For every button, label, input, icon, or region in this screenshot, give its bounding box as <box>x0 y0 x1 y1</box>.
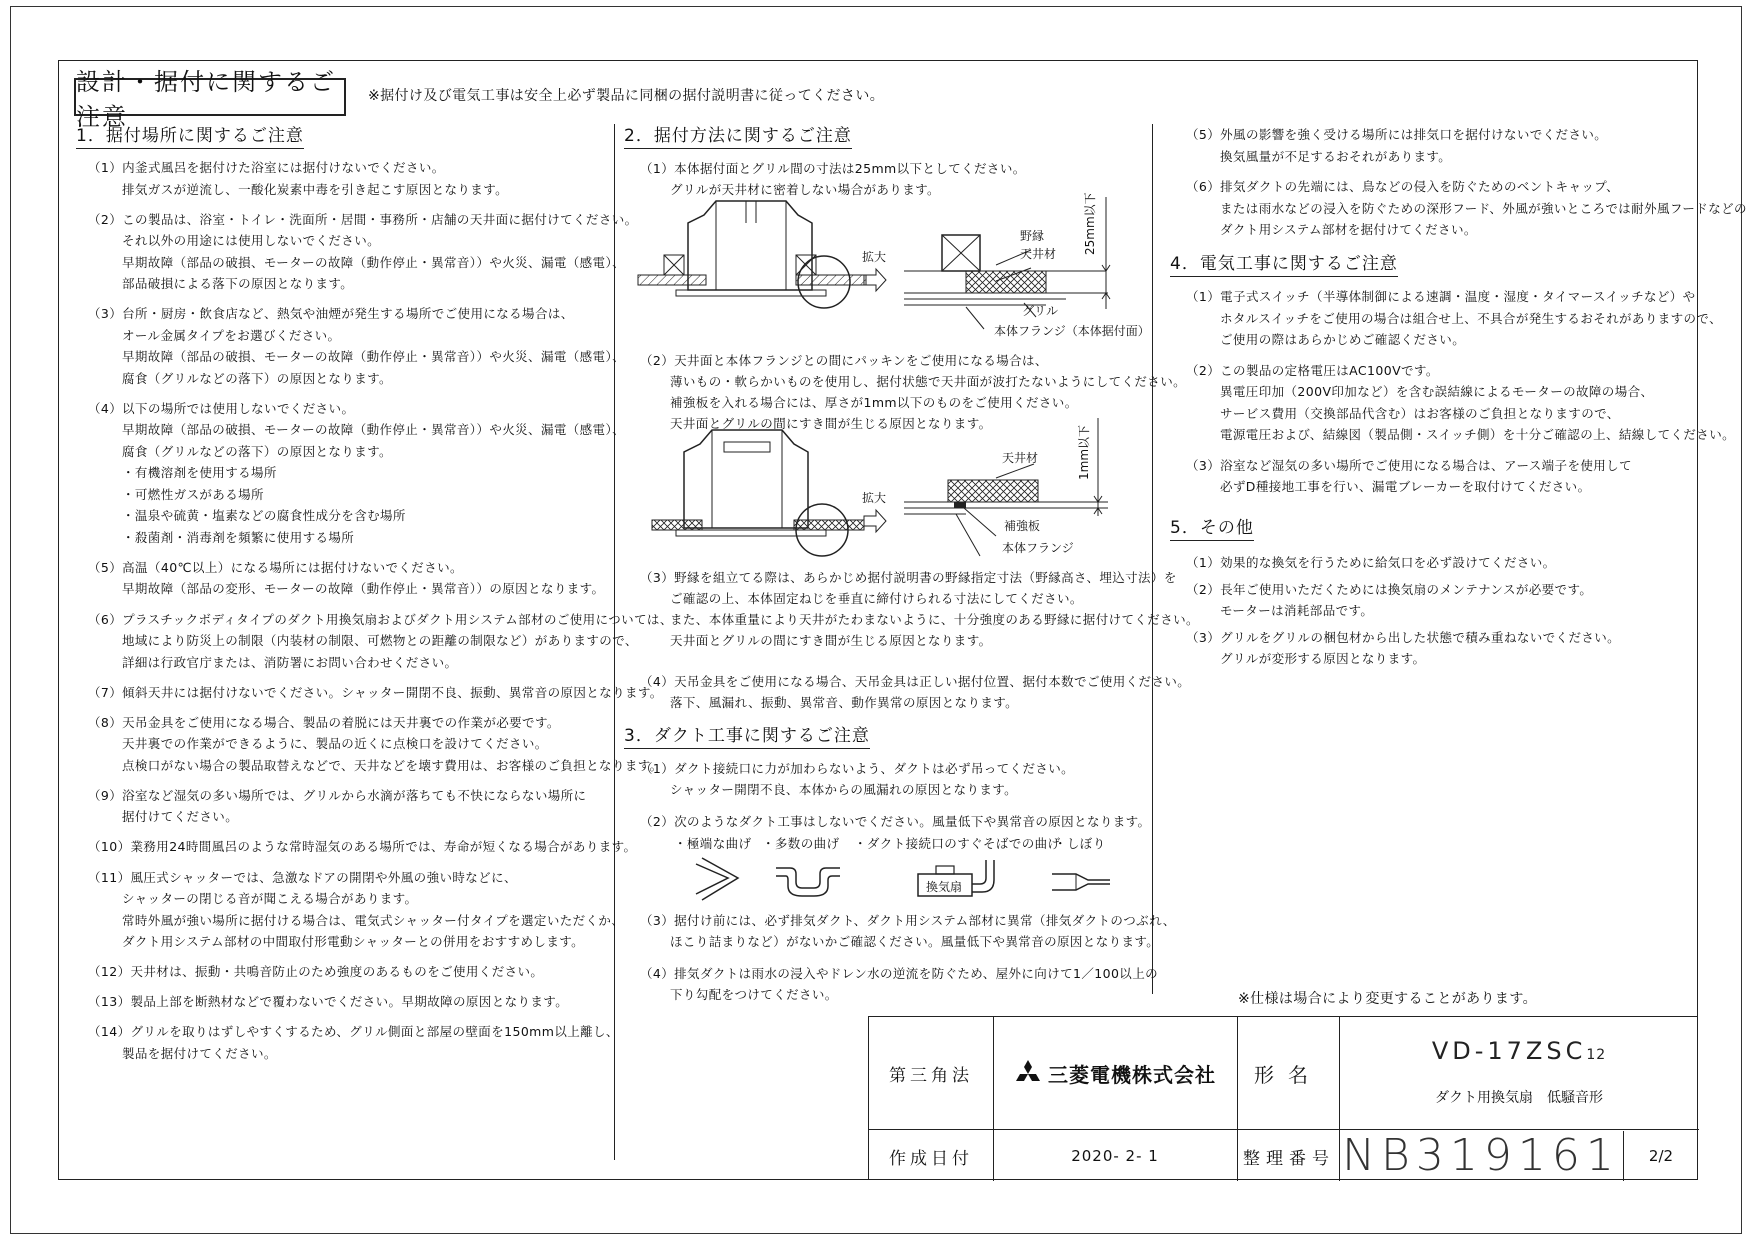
section-heading-4: 4．電気工事に関するご注意 <box>1170 256 1398 277</box>
note-item: （3）浴室など湿気の多い場所でご使用になる場合は、アース端子を使用して <box>1186 457 1632 473</box>
constriction-icon <box>1052 874 1110 890</box>
note-item-continuation: ダクト用システム部材を据付けてください。 <box>1220 222 1477 237</box>
note-item-continuation: 電源電圧および、結線図（製品側・スイッチ側）を十分ご確認の上、結線してください。 <box>1220 427 1736 442</box>
fan-body-illustration-2 <box>652 430 864 556</box>
section-heading-1: 1．据付場所に関するご注意 <box>76 128 304 149</box>
note-item-continuation: 早期故障（部品の破損、モーターの故障（動作停止・異常音））や火災、漏電（感電）、 <box>122 254 626 270</box>
page-number: 2/2 <box>1648 1147 1674 1165</box>
enlarge-arrow-2 <box>862 490 886 532</box>
note-item-continuation: オール金属タイプをお選びください。 <box>122 327 341 343</box>
label-reinforcement-plate: 補強板 <box>1004 519 1041 533</box>
label-flange: 本体フランジ（本体据付面） <box>994 324 1150 338</box>
note-item-continuation: グリルが変形する原因となります。 <box>1220 651 1426 666</box>
product-name: ダクト用換気扇 低騒音形 <box>1435 1090 1603 1106</box>
note-item: （6）プラスチックボディタイプのダクト用換気扇およびダクト用システム部材のご使用については、 <box>88 611 673 627</box>
note-item: （1）効果的な換気を行うために給気口を必ず設けてください。 <box>1186 555 1556 570</box>
note-3-1-line-1: （1）ダクト接続口に力が加わらないよう、ダクトは必ず吊ってください。 <box>640 761 1075 776</box>
note-2-2-line-4: 天井面とグリルの間にすき間が生じる原因となります。 <box>670 416 992 431</box>
note-item-continuation: ・有機溶剤を使用する場所 <box>122 465 277 481</box>
multiple-bends-icon <box>776 868 840 896</box>
fan-body-illustration <box>638 201 866 308</box>
note-item: （4）以下の場所では使用しないでください。 <box>88 400 355 416</box>
note-item: （13）製品上部を断熱材などで覆わないでください。早期故障の原因となります。 <box>88 994 569 1010</box>
column-divider-2 <box>1152 124 1153 994</box>
model-label: 形名 <box>1254 1062 1322 1087</box>
label-ceiling-material-2: 天井材 <box>1002 451 1039 465</box>
note-2-2-line-1: （2）天井面と本体フランジとの間にパッキンをご使用になる場合は、 <box>640 353 1048 368</box>
note-item-continuation: シャッターの閉じる音が聞こえる場合があります。 <box>122 891 418 906</box>
note-item: （5）高温（40℃以上）になる場所には据付けないでください。 <box>88 559 463 575</box>
note-item-continuation: サービス費用（交換部品代含む）はお客様のご負担となりますので、 <box>1220 405 1620 421</box>
packing-figure <box>636 418 1146 568</box>
note-2-4-line-2: 落下、風漏れ、振動、異常音、動作異常の原因となります。 <box>670 695 1019 710</box>
bad-duct-extreme-bend: ・極端な曲げ <box>674 836 752 851</box>
note-item-continuation: 天井裏での作業ができるように、製品の近くに点検口を設けてください。 <box>122 736 548 752</box>
dim-1mm: 1mm以下 <box>1077 424 1091 480</box>
note-item-continuation: それ以外の用途には使用しないでください。 <box>122 233 381 249</box>
model-suffix: 12 <box>1586 1047 1607 1063</box>
note-item-continuation: 早期故障（部品の変形、モーターの故障（動作停止・異常音））の原因となります。 <box>122 581 605 597</box>
note-item-continuation: 製品を据付けてください。 <box>122 1045 277 1061</box>
note-item: （6）排気ダクトの先端には、鳥などの侵入を防ぐためのベントキャップ、 <box>1186 179 1620 194</box>
note-item: （11）風圧式シャッターでは、急激なドアの開閉や外風の強い時などに、 <box>88 869 517 885</box>
projection-method: 第三角法 <box>889 1065 973 1086</box>
note-3-3-line-1: （3）据付け前には、必ず排気ダクト、ダクト用システム部材に異常（排気ダクトのつぶれ、 <box>640 913 1176 928</box>
note-item-continuation: 異電圧印加（200V印加など）を含む誤結線によるモーターの故障の場合、 <box>1220 384 1654 399</box>
enlarge-label-2: 拡大 <box>862 491 887 505</box>
label-flange-2: 本体フランジ <box>1002 541 1074 555</box>
note-item-continuation: 換気風量が不足するおそれがあります。 <box>1220 148 1452 164</box>
note-item-continuation: 据付けてください。 <box>122 809 239 825</box>
installation-note: ※据付け及び電気工事は安全上必ず製品に同梱の据付説明書に従ってください。 <box>368 88 885 104</box>
doc-number-label: 整理番号 <box>1243 1148 1335 1169</box>
note-item-continuation: モーターは消耗部品です。 <box>1220 603 1374 618</box>
note-item: （2）この製品は、浴室・トイレ・洗面所・居間・事務所・店舗の天井面に据付けてください。 <box>88 211 638 227</box>
note-2-3-line-2: ご確認の上、本体固定ねじを垂直に締付けられる寸法にしてください。 <box>670 591 1083 606</box>
note-item: （5）外風の影響を強く受ける場所には排気口を据付けないでください。 <box>1186 127 1608 142</box>
note-2-3-line-4: 天井面とグリルの間にすき間が生じる原因となります。 <box>670 633 992 648</box>
note-3-4-line-2: 下り勾配をつけてください。 <box>670 987 838 1002</box>
bad-duct-near-outlet: ・ダクト接続口のすぐそばでの曲げ <box>854 836 1061 851</box>
label-nobuchi: 野縁 <box>1020 229 1045 243</box>
note-2-1-line-1: （1）本体据付面とグリル間の寸法は25mm以下としてください。 <box>640 161 1026 176</box>
note-item: （9）浴室など湿気の多い場所では、グリルから水滴が落ちても不快にならない場所に <box>88 787 587 803</box>
note-item-continuation: 排気ガスが逆流し、一酸化炭素中毒を引き起こす原因となります。 <box>122 181 509 197</box>
note-2-1-line-2: グリルが天井材に密着しない場合があります。 <box>670 182 940 197</box>
doc-number: NB319161 <box>1342 1129 1620 1181</box>
note-item: （3）グリルをグリルの梱包材から出した状態で積み重ねないでください。 <box>1186 629 1621 645</box>
note-item-continuation: 腐食（グリルなどの落下）の原因となります。 <box>122 370 392 386</box>
note-item-continuation: 腐食（グリルなどの落下）の原因となります。 <box>122 443 392 459</box>
note-item: （7）傾斜天井には据付けないでください。シャッター開閉不良、振動、異常音の原因となります。 <box>88 684 663 700</box>
note-item-continuation: 部品破損による落下の原因となります。 <box>122 276 354 292</box>
note-item-continuation: 常時外風が強い場所に据付ける場合は、電気式シャッター付タイプを選定いただくか、 <box>122 912 625 928</box>
bad-duct-constriction: ・しぼり <box>1054 836 1106 851</box>
note-item-continuation: ダクト用システム部材の中間取付形電動シャッターとの併用をおすすめします。 <box>122 934 585 949</box>
note-item: （1）内釜式風呂を据付けた浴室には据付けないでください。 <box>88 160 445 175</box>
note-item-continuation: 早期故障（部品の破損、モーターの故障（動作停止・異常音））や火災、漏電（感電）、 <box>122 422 626 438</box>
creation-date: 2020- 2- 1 <box>1071 1147 1159 1165</box>
note-item-continuation: 必ずD種接地工事を行い、漏電ブレーカーを取付けてください。 <box>1220 479 1591 494</box>
note-3-4-line-1: （4）排気ダクトは雨水の浸入やドレン水の逆流を防ぐため、屋外に向けて1／100以上の <box>640 966 1159 981</box>
model-number-cell <box>1339 1023 1699 1079</box>
model-number: VD-17ZSC <box>1431 1037 1587 1065</box>
note-item-continuation: 地域により防災上の制限（内装材の制限、可燃物との距離の制限など）がありますので、 <box>122 633 638 648</box>
extreme-bend-icon <box>696 858 738 900</box>
note-2-2-line-2: 薄いもの・軟らかいものを使用し、据付状態で天井面が波打たないようにしてください。 <box>670 374 1187 389</box>
section-heading-5: 5．その他 <box>1170 520 1254 541</box>
note-item-continuation: または雨水などの浸入を防ぐための深形フード、外風が強いところでは耐外風フードなどの <box>1220 200 1747 216</box>
section-heading-3: 3．ダクト工事に関するご注意 <box>624 728 870 749</box>
label-ceiling-material: 天井材 <box>1020 247 1057 261</box>
note-item-continuation: ホタルスイッチをご使用の場合は組合せ上、不具合が発生するおそれがありますので、 <box>1220 310 1722 326</box>
note-item: （2）長年ご使用いただくためには換気扇のメンテナンスが必要です。 <box>1186 581 1593 597</box>
note-3-2-line-1: （2）次のようなダクト工事はしないでください。風量低下や異常音の原因となります。 <box>640 814 1151 829</box>
dim-25mm: 25mm以下 <box>1083 192 1097 255</box>
note-item-continuation: 詳細は行政官庁または、消防署にお問い合わせください。 <box>122 654 458 670</box>
note-2-2-line-3: 補強板を入れる場合には、厚さが1mm以下のものをご使用ください。 <box>670 395 1078 410</box>
note-3-3-line-2: ほこり詰まりなど）がないかご確認ください。風量低下や異常音の原因となります。 <box>670 934 1160 949</box>
three-diamonds-logo <box>1014 1060 1042 1086</box>
note-3-1-line-2: シャッター開閉不良、本体からの風漏れの原因となります。 <box>670 782 1018 797</box>
note-item: （3）台所・厨房・飲食店など、熱気や油煙が発生する場所でご使用になる場合は、 <box>88 306 574 322</box>
note-item-continuation: ・可燃性ガスがある場所 <box>122 486 264 502</box>
note-item: （8）天吊金具をご使用になる場合、製品の着脱には天井裏での作業が必要です。 <box>88 714 560 730</box>
bad-duct-illustrations <box>690 856 1130 902</box>
grille-gap-figure <box>636 192 1150 345</box>
note-item: （10）業務用24時間風呂のような常時湿気のある場所では、寿命が短くなる場合があります。 <box>88 839 637 855</box>
note-item-continuation: 早期故障（部品の破損、モーターの故障（動作停止・異常音））や火災、漏電（感電）、 <box>122 349 626 365</box>
enlarge-label: 拡大 <box>862 250 887 264</box>
label-grille: グリル <box>1022 304 1059 318</box>
note-2-3-line-1: （3）野縁を組立てる際は、あらかじめ据付説明書の野縁指定寸法（野縁高さ、埋込寸法）を <box>640 570 1177 585</box>
company-name: 三菱電機株式会社 <box>1048 1062 1216 1087</box>
note-2-4-line-1: （4）天吊金具をご使用になる場合、天吊金具は正しい据付位置、据付本数でご使用ください。 <box>640 674 1191 689</box>
detail-illustration <box>904 197 1110 329</box>
note-item-continuation: 点検口がない場合の製品取替えなどで、天井などを壊す費用は、お客様のご負担となります。 <box>122 757 663 773</box>
bend-near-outlet-icon <box>918 860 994 896</box>
spec-change-note: ※仕様は場合により変更することがあります。 <box>1238 991 1538 1007</box>
enlarge-arrow <box>862 249 886 291</box>
company-logo-block <box>993 1017 1237 1129</box>
bad-duct-many-bends: ・多数の曲げ <box>762 836 840 851</box>
title-block <box>868 1016 1698 1180</box>
section-heading-2: 2．据付方法に関するご注意 <box>624 128 852 149</box>
note-item: （14）グリルを取りはずしやすくするため、グリル側面と部屋の壁面を150mm以上離し、 <box>88 1024 619 1040</box>
date-label: 作成日付 <box>889 1148 973 1169</box>
note-item-continuation: ・殺菌剤・消毒剤を頻繁に使用する場所 <box>122 529 355 545</box>
note-item-continuation: ・温泉や硫黄・塩素などの腐食性成分を含む場所 <box>122 508 406 524</box>
note-2-3-line-3: また、本体重量により天井がたわまないように、十分強度のある野縁に据付けてください。 <box>670 612 1199 627</box>
note-item: （12）天井材は、振動・共鳴音防止のため強度のあるものをご使用ください。 <box>88 964 544 980</box>
note-item-continuation: ご使用の際はあらかじめご確認ください。 <box>1220 332 1466 347</box>
note-item: （2）この製品の定格電圧はAC100Vです。 <box>1186 362 1439 378</box>
page-title: 設計・据付に関するご注意 <box>74 78 346 116</box>
fan-label: 換気扇 <box>926 880 963 894</box>
note-item: （1）電子式スイッチ（半導体制御による速調・温度・湿度・タイマースイッチなど）や <box>1186 289 1696 304</box>
